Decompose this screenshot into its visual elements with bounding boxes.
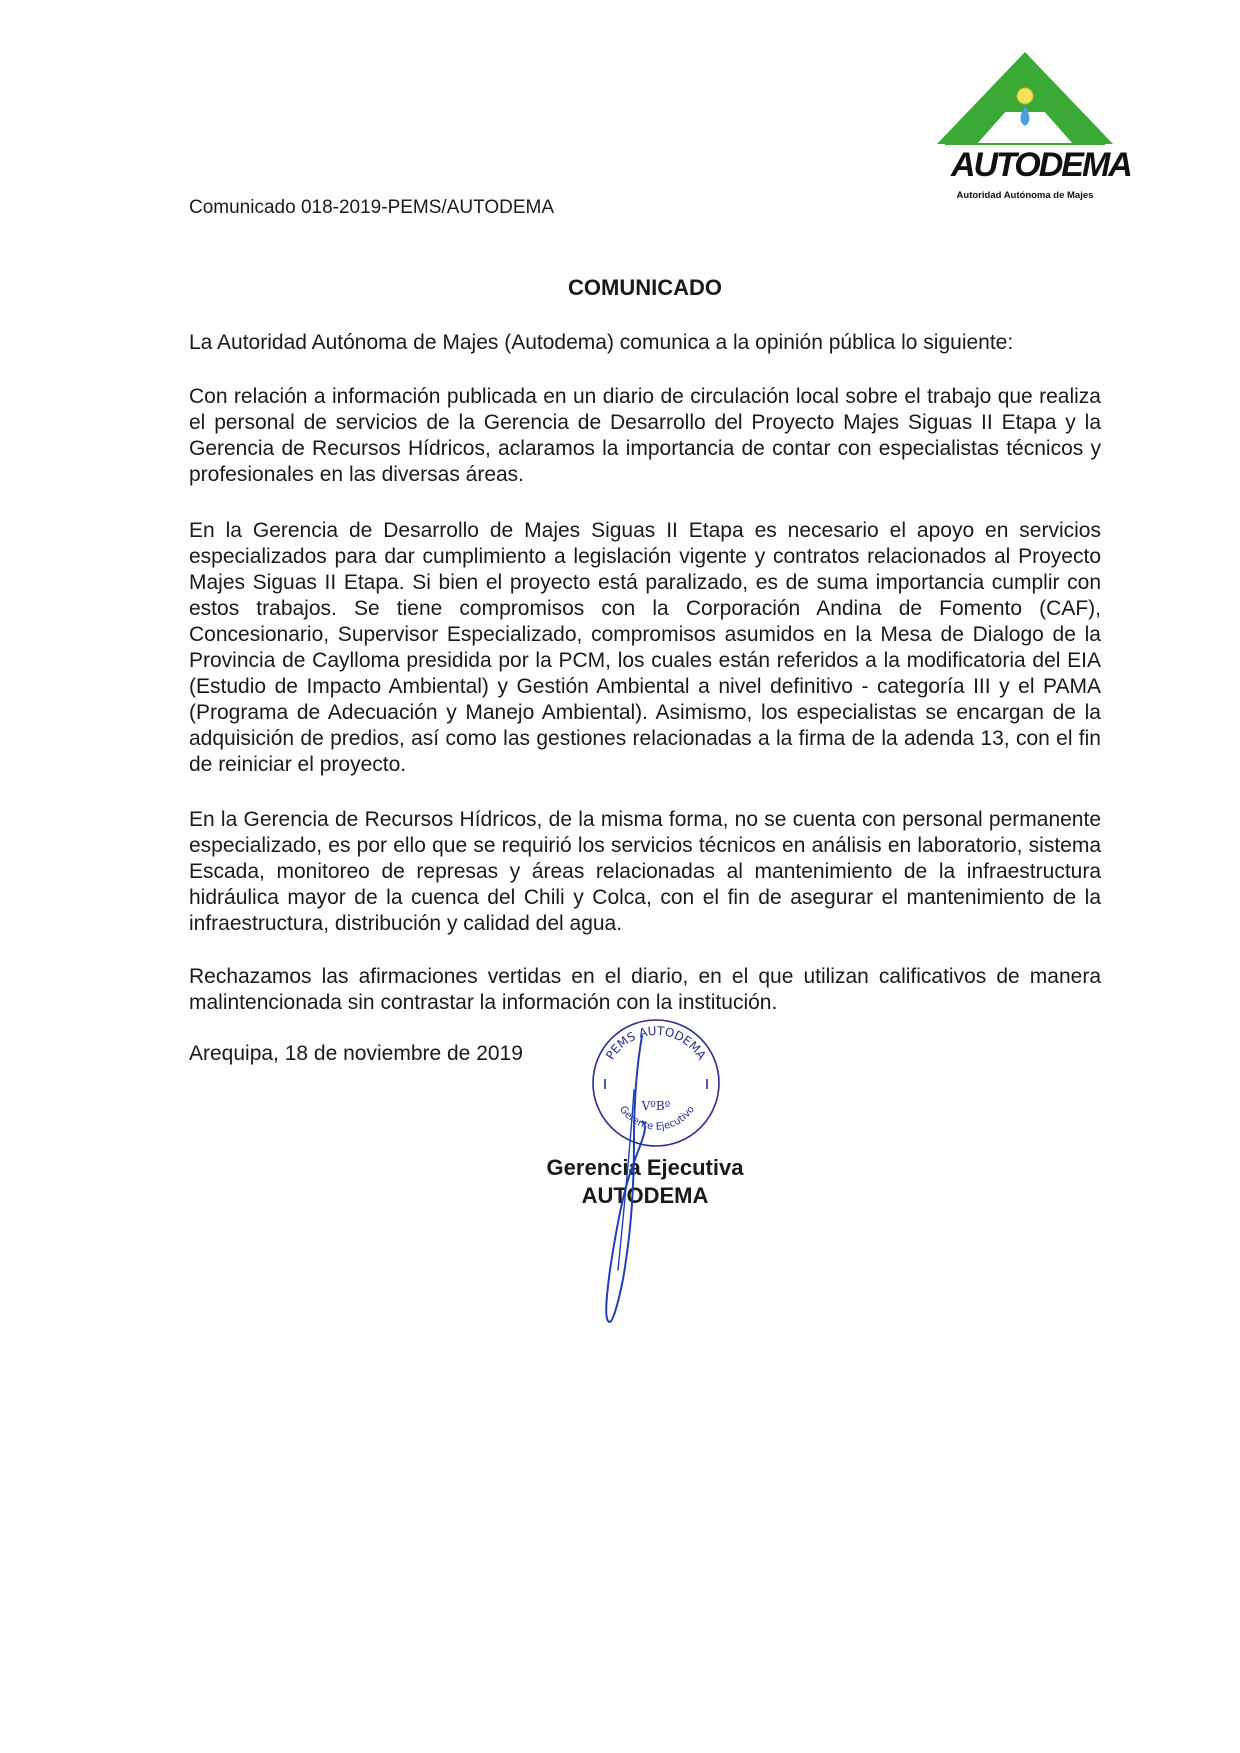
logo-wordmark: AUTODEMA [951, 146, 1131, 184]
document-reference: Comunicado 018-2019-PEMS/AUTODEMA [189, 197, 555, 218]
handwritten-signature [590, 1030, 670, 1330]
body-paragraph: En la Gerencia de Desarrollo de Majes Siguas II Etapa es necesario el apoyo en servicios especializados para dar cumplimiento a legislación vigente y contratos relacionados al Proyecto Majes Siguas II Etapa. Si bien el proyecto está paralizado, es de suma importancia cumplir con estos trabajos. Se tiene compromisos con la Corporación Andina de Fomento (CAF), Concesionario, Supervisor Especializado, compromisos asumidos en la Mesa de Dialogo de la Provincia de Caylloma presidida por la PCM, los cuales están referidos a la modificatoria del EIA (Estudio de Impacto Ambiental) y Gestión Ambiental a nivel definitivo - categoría III y el PAMA (Programa de Adecuación y Manejo Ambiental). Asimismo, los especialistas se encargan de la adquisición de predios, así como las gestiones relacionadas a la firma de la adenda 13, con el fin de reiniciar el proyecto. [189, 519, 1101, 776]
stamp-center: VºBº [641, 1099, 671, 1113]
body-paragraph: En la Gerencia de Recursos Hídricos, de la misma forma, no se cuenta con personal permanente especializado, es por ello que se requirió los servicios técnicos en análisis en laboratorio, sistema Escada, monitoreo de represas y áreas relacionadas al mantenimiento de la infraestructura hidráulica mayor de la cuenca del Chili y Colca, con el fin de asegurar el mantenimiento de la infraestructura, distribución y calidad del agua. [189, 808, 1101, 935]
intro-paragraph: La Autoridad Autónoma de Majes (Autodema) comunica a la opinión pública lo siguiente: [189, 331, 1014, 354]
logo-subtitle: Autoridad Autónoma de Majes [956, 190, 1094, 201]
stamp-ring-bottom: Gerente Ejecutivo [617, 1104, 697, 1133]
place-date: Arequipa, 18 de noviembre de 2019 [189, 1042, 523, 1065]
document-heading: COMUNICADO [568, 275, 722, 300]
logo-triangle-icon [935, 50, 1115, 160]
autodema-logo [935, 50, 1131, 210]
body-paragraph: Con relación a información publicada en un diario de circulación local sobre el trabajo que realiza el personal de servicios de la Gerencia de Desarrollo del Proyecto Majes Siguas II Etapa y la Gerencia de Recursos Hídricos, aclaramos la importancia de contar con especialistas técnicos y profesionales en las diversas áreas. [189, 385, 1101, 486]
signatory-line-1: Gerencia Ejecutiva [546, 1155, 744, 1180]
body-paragraph: Rechazamos las afirmaciones vertidas en el diario, en el que utilizan calificativos de manera malintencionada sin contrastar la información con la institución. [189, 965, 1101, 1014]
signatory-line-2: AUTODEMA [581, 1183, 709, 1208]
stamp-ring-top: PEMS AUTODEMA [603, 1023, 709, 1063]
